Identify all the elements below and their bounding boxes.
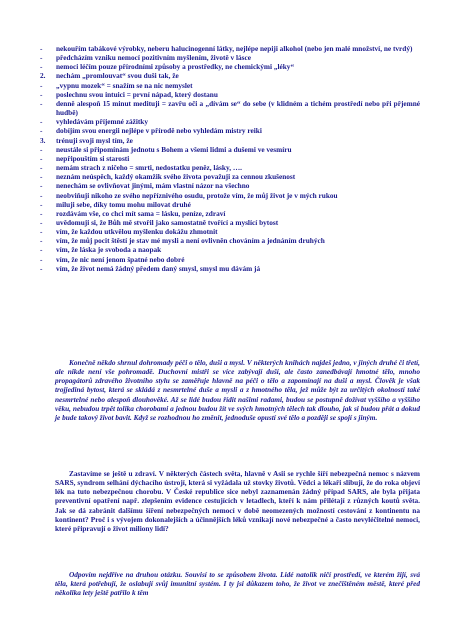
list-item-text: „vypnu mozek“ = snažím se na nic nemyslet <box>56 80 193 90</box>
list-item-text: nechám „promlouvat“ svou duši tak, že <box>56 71 179 81</box>
list-marker: - <box>40 217 43 227</box>
list-item <box>40 145 420 154</box>
list-item-text: denně alespoň 15 minut medituji = zavřu oči a „dívám se“ do sebe (v klidném a tichém prostředí nebo při přjemné hudbě) <box>56 98 420 118</box>
list-marker: - <box>40 181 43 191</box>
list-marker: - <box>40 98 43 108</box>
list-marker: - <box>40 190 43 200</box>
list-marker: - <box>40 227 43 237</box>
list-item <box>40 71 420 80</box>
list-marker: - <box>40 80 43 90</box>
list-item-text: vyhledávám příjemné zážitky <box>56 117 149 127</box>
list-marker: 3. <box>40 135 46 145</box>
list-item <box>40 163 420 172</box>
list-marker: - <box>40 89 43 99</box>
list-item-text: nekouřím tabákové výrobky, neberu halucinogenní látky, nejlépe nepiji alkohol (nebo jen malé množství, ne tvrdý) <box>56 44 413 53</box>
list-item <box>40 117 420 126</box>
list-marker: - <box>40 208 43 218</box>
list-marker: 2. <box>40 71 46 81</box>
list-item-text: uvědomuji si, že Bůh mě stvořil jako samostatně tvořící a myslící bytost <box>56 217 279 227</box>
list-item <box>40 227 420 236</box>
list-item-text: vím, že láska je svoboda a naopak <box>56 245 162 255</box>
list-item <box>40 181 420 190</box>
list-marker: - <box>40 199 43 209</box>
list-item-text: neustále si připomínám jednotu s Bohem a všemi lidmi a dušemi ve vesmíru <box>56 144 292 154</box>
list-item-text: předcházím vzniku nemocí pozitivním myšlením, životě v lásce <box>56 53 251 63</box>
list-marker: - <box>40 117 43 127</box>
list-item <box>40 44 420 53</box>
list-item-text: miluji sebe, díky tomu mohu milovat druhé <box>56 199 191 209</box>
list-item <box>40 136 420 145</box>
list-item-text: vím, že život nemá žádný předem daný smysl, smysl mu dávám já <box>56 263 261 273</box>
list-item <box>40 200 420 209</box>
list-item-text: vím, že každou utkvělou myšlenku dokážu zhmotnit <box>56 227 218 237</box>
list-item-text: neobviňuji nikoho ze svého nepříznivého osudu, protože vím, že můj život je v mých rukou <box>56 190 338 200</box>
list-marker: - <box>40 172 43 182</box>
list-item-text: trénuji svoji mysl tím, že <box>56 135 133 145</box>
list-marker: - <box>40 126 43 136</box>
list-item <box>40 53 420 62</box>
list-item <box>40 245 420 254</box>
list-item <box>40 209 420 218</box>
list-item-text: rozdávám vše, co chci mít sama = lásku, peníze, zdraví <box>56 208 226 218</box>
list-marker: - <box>40 44 43 53</box>
list-marker: - <box>40 263 43 273</box>
list-item <box>40 90 420 99</box>
list-marker: - <box>40 245 43 255</box>
paragraph-answer: Odpovím nejdříve na druhou otázku. Souvisí to se způsobem života. Lidé natolik ničí prostředí, ve kterém žijí, svá těla, která potřebují, že oslabují svůj imunitní systém. I ty jsi důkazem toho, že život ve znečištěném městě, které před několika lety ještě patřilo k těm <box>55 570 420 598</box>
lifestyle-list <box>40 44 420 273</box>
list-item <box>40 218 420 227</box>
list-item <box>40 126 420 135</box>
list-marker: - <box>40 163 43 173</box>
list-item-text: nenechám se ovlivňovat jinými, mám vlastní názor na všechno <box>56 181 250 191</box>
list-item <box>40 191 420 200</box>
list-item-text: nemám strach z ničeho = smrti, nedostatku peněz, lásky, …. <box>56 163 242 173</box>
list-marker: - <box>40 236 43 246</box>
list-item-text: vím, že nic není jenom špatné nebo dobré <box>56 254 185 264</box>
list-marker: - <box>40 144 43 154</box>
list-item <box>40 255 420 264</box>
list-item <box>40 236 420 245</box>
list-item <box>40 264 420 273</box>
list-marker: - <box>40 53 43 63</box>
list-item <box>40 99 420 117</box>
list-item-text: neznám neúspěch, každý okamžik svého života považuji za cennou zkušenost <box>56 172 296 182</box>
list-item-text: nemoci léčím pouze přírodními způsoby a prostředky, ne chemickými „léky“ <box>56 62 295 72</box>
list-marker: - <box>40 62 43 72</box>
list-item <box>40 154 420 163</box>
list-marker: - <box>40 153 43 163</box>
list-marker: - <box>40 254 43 264</box>
list-item <box>40 172 420 181</box>
list-item-text: dobíjím svou energii nejlépe v přírodě nebo vyhledám mistry reiki <box>56 126 262 136</box>
paragraph-health-sars: Zastavíme se ještě u zdraví. V některých částech světa, hlavně v Asii se rychle šíří nebezpečná nemoc s názvem SARS, syndrom selhání dýchacího ústrojí, která si vyžádala už stovky životů. Vědci a lékaři slibují, že do roka objeví lék na tuto nebezpečnou chorobu. V České republice sice nebyl zaznamenán žádný případ SARS, ale byla přijata preventivní opatření např. zlepšením evidence cestujících v letadlech, kteří k nám přilétají z různých koutů světa. Jak se dá zabránit dalšímu šíření nebezpečných nemocí v době neomezených možností cestování z kontinentu na kontinent? Proč i s vývojem dokonalejších a účinnějších léků vznikají nové nebezpečné a často nevyléčitelné nemoci, které připravují o život miliony lidí? <box>55 469 420 533</box>
paragraph-body-mind-soul: Konečně někdo shrnul dohromady péči o tělo, duši a mysl. V některých knihách najdeš jedno, v jiných druhé či třetí, ale nikde není vše pohromadě. Duchovní mistři se více zabývají duší, ale často zanedbávají hmotné tělo, mnoho propagátorů zdravého životního stylu se zaměřuje hlavně na péči o tělo a zapomínají na duši a mysl. Člověk je však trojjediná bytost, která se skládá z nesmrtelné duše a mysli a z hmotného těla, jež může být za určitých okolností také nesmrtelné nebo alespoň dlouhověké. Až se lidé budou řídit našimi radami, budou se postupně dožívat vyššího a vyššího věku, nebudou trpět tolika chorobami a jednou budou žít ve svých hmotných tělech tak dlouho, jak si budou přát a dokud je bude takový život bavit. Když se rozhodnou ho změnit, jednoduše opustí své tělo a později se spojí s jiným. <box>55 358 420 422</box>
list-item-text: vím, že můj pocit štěstí je stav mé mysli a není ovlivněn chováním a jednáním druhých <box>56 236 325 246</box>
list-item-text: nepřipouštím si starosti <box>56 153 130 163</box>
list-item <box>40 62 420 71</box>
list-item <box>40 81 420 90</box>
list-item-text: poslechnu svou intuici = první nápad, který dostanu <box>56 89 218 99</box>
